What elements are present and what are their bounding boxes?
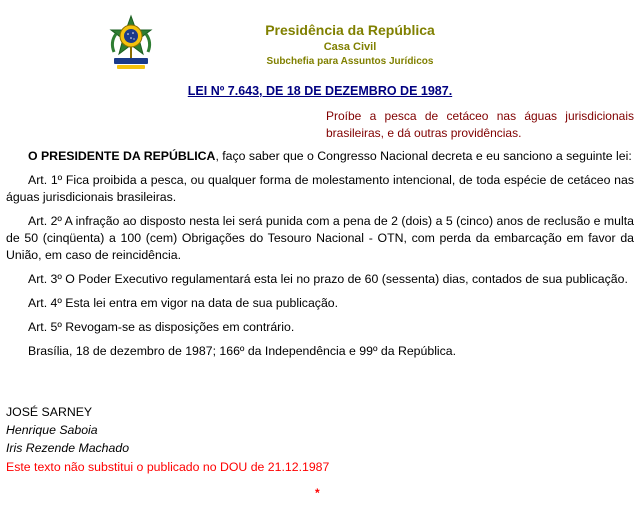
preamble-speaker: O PRESIDENTE DA REPÚBLICA xyxy=(28,149,216,163)
signature-minister-1: Henrique Saboia xyxy=(6,423,98,437)
signature-president: JOSÉ SARNEY xyxy=(6,405,93,419)
footer-asterisk: * xyxy=(315,486,320,500)
article-5: Art. 5º Revogam-se as disposições em contrário. xyxy=(28,320,295,334)
brazil-coat-of-arms-icon xyxy=(106,14,156,72)
article-2: Art. 2º A infração ao disposto nesta lei será punida com a pena de 2 (dois) a 5 (cinco) anos de reclusão e multa de 50 (cinqüenta) a 100 (cem) Obrigações do Tesouro Nacional - OTN, com perda da embarcação em favor da União, em caso de reincidência. xyxy=(6,214,634,262)
office-name: Casa Civil xyxy=(323,41,377,53)
signatures xyxy=(6,403,129,457)
header xyxy=(0,0,640,80)
article-3: Art. 3º O Poder Executivo regulamentará esta lei no prazo de 60 (sessenta) dias, contados de sua publicação. xyxy=(28,272,628,286)
dou-notice: Este texto não substitui o publicado no DOU de 21.12.1987 xyxy=(6,460,330,474)
signature-minister-2: Iris Rezende Machado xyxy=(6,441,130,455)
closing-date: Brasília, 18 de dezembro de 1987; 166º da Independência e 99º da República. xyxy=(28,344,457,358)
law-ementa: Proíbe a pesca de cetáceo nas águas jurisdicionais brasileiras, e dá outras providências. xyxy=(326,109,634,140)
article-1: Art. 1º Fica proibida a pesca, ou qualquer forma de molestamento intencional, de toda espécie de cetáceo nas águas jurisdicionais brasileiras. xyxy=(6,173,634,204)
presidency-title: Presidência da República xyxy=(265,22,435,38)
law-body xyxy=(6,148,634,367)
preamble xyxy=(6,148,634,165)
law-title-link[interactable]: LEI Nº 7.643, DE 18 DE DEZEMBRO DE 1987. xyxy=(187,84,453,98)
article-4: Art. 4º Esta lei entra em vigor na data de sua publicação. xyxy=(28,296,339,310)
preamble-text: , faço saber que o Congresso Nacional decreta e eu sanciono a seguinte lei: xyxy=(215,149,632,163)
division-name: Subchefia para Assuntos Jurídicos xyxy=(266,56,434,67)
